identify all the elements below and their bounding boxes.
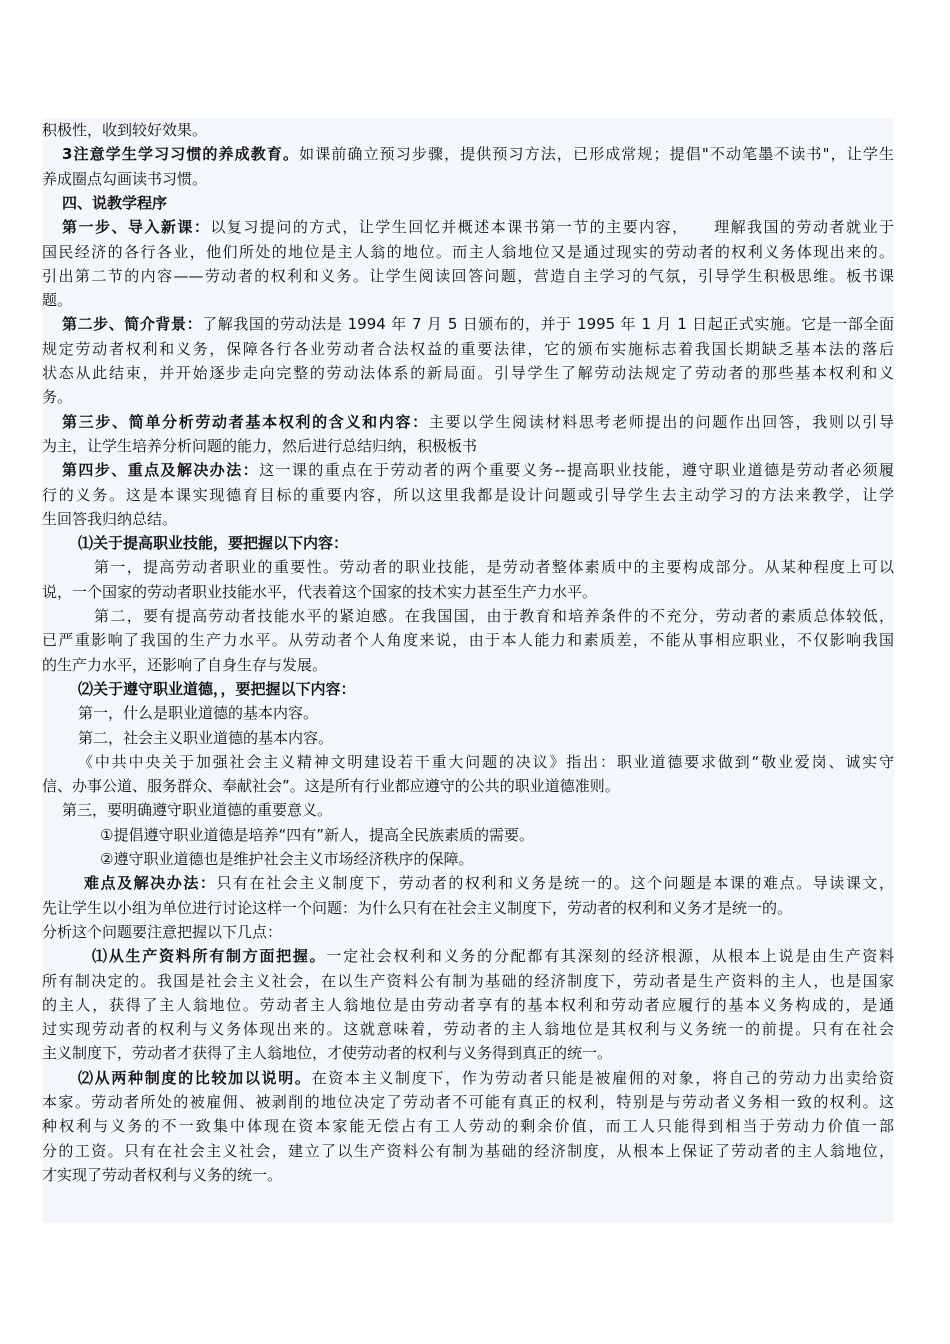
body-text: 《中共中央关于加强社会主义精神文明建设若干重大问题的决议》指出：职业道德要求做到“敬业爱岗、诚实守 (78, 752, 894, 771)
body-text: 规定劳动者权利和义务，保障各行各业劳动者合法权益的重要法律，它的颁布实施标志着我国长期缺乏基本法的落后 (42, 339, 894, 358)
body-text: 才实现了劳动者权利与义务的统一。 (42, 1165, 283, 1184)
body-text: 第二，要有提高劳动者技能水平的紧迫感。在我国国，由于教育和培养条件的不充分，劳动者的素质总体较低， (94, 607, 894, 625)
body-text: 主义制度下，劳动者才获得了主人翁地位，才使劳动者的权利与义务得到真正的统一。 (42, 1044, 613, 1063)
para-comparison-line (42, 1066, 894, 1090)
body-text: 的生产力水平，还影响了自身生存与发展。 (42, 655, 328, 674)
body-text: 生回答我归纳总结。 (42, 509, 178, 528)
subheading-skills-line (42, 531, 894, 555)
para-difficulty-line (42, 896, 894, 920)
para-skills-second-line (42, 604, 894, 628)
body-text: 在资本主义制度下，作为劳动者只能是被雇佣的对象，将自己的劳动力出卖给资 (311, 1068, 894, 1087)
bold-lead-text: ⑴关于提高职业技能，要把握以下内容： (78, 534, 349, 553)
body-text: 种权利与义务的不一致集中体现在资本家能无偿占有工人劳动的剩余价值，而工人只能得到相当于劳动力价值一部 (42, 1117, 894, 1136)
body-text: 务。 (42, 388, 73, 407)
bold-lead-text: 第一步、导入新课： (62, 218, 211, 237)
list-item-two-line (42, 847, 894, 871)
bold-lead-text: ⑴从生产资料所有制方面把握。 (92, 947, 327, 966)
para-comparison-line (42, 1114, 894, 1138)
para-ownership-line (42, 1041, 894, 1065)
para-skills-first-line (42, 580, 894, 604)
para-ethics-quote-line (42, 774, 894, 798)
body-text: 已严重影响了我国的生产力水平。从劳动者个人角度来说，由于本人能力和素质差，不能从事相应职业，不仅影响我国 (42, 631, 894, 650)
para-ethics-first-line (42, 701, 894, 725)
para-ethics-third-line (42, 798, 894, 822)
para-step-two-line (42, 337, 894, 361)
body-text: 第一，提高劳动者职业的重要性。劳动者的职业技能，是劳动者整体素质中的主要构成部分。从某种程度上可以 (94, 558, 894, 577)
para-step-two-line (42, 312, 894, 336)
bold-lead-text: 第三步、简单分析劳动者基本权利的含义和内容： (62, 412, 429, 431)
para-step-four-line (42, 483, 894, 507)
body-text: 信、办事公道、服务群众、奉献社会”。这是所有行业都应遵守的公共的职业道德准则。 (42, 777, 620, 796)
para-difficulty-line (42, 920, 894, 944)
para-skills-second-line (42, 653, 894, 677)
body-text: 状态从此结束，并开始逐步走向完整的劳动法体系的新局面。引导学生了解劳动法规定了劳动者的那些基本权利和义 (42, 364, 894, 382)
para-step-three-line (42, 434, 894, 458)
bold-lead-text: 难点及解决办法： (84, 874, 217, 893)
body-text: ①提倡遵守职业道德是培养“四有”新人，提高全民族素质的需要。 (100, 825, 534, 844)
bold-lead-text: 第四步、重点及解决办法： (62, 461, 260, 480)
body-text: 题。 (42, 291, 73, 310)
body-text: 为主，让学生培养分析问题的能力，然后进行总结归纳，积极板书 (42, 436, 478, 455)
body-text: 所有制决定的。我国是社会主义社会，在以生产资料公有制为基础的经济制度下，劳动者是生产资料的主人，也是国家 (42, 971, 894, 990)
para-step-four-line (42, 507, 894, 531)
body-text: 养成圈点勾画读书习惯。 (42, 169, 208, 188)
para-step-two-line (42, 361, 894, 385)
body-text: 分的工资。只有在社会主义社会，建立了以生产资料公有制为基础的经济制度，从根本上保证了劳动者的主人翁地位， (42, 1141, 894, 1160)
body-text: 这一课的重点在于劳动者的两个重要义务--提高职业技能，遵守职业道德是劳动者必须履 (259, 461, 894, 480)
para-ownership-line (42, 993, 894, 1017)
para-step-one-line (42, 264, 894, 288)
para-step-two-line (42, 385, 894, 409)
body-text: 了解我国的劳动法是 1994 年 7 月 5 日颁布的，并于 1995 年 1 月 1 日起正式实施。它是一部全面 (202, 315, 894, 334)
body-text: 行的义务。这是本课实现德育目标的重要内容，所以这里我都是设计问题或引导学生去主动学习的方法来教学，让学 (42, 485, 894, 504)
para-step-one-line (42, 215, 894, 239)
bold-lead-text: ⑵关于遵守职业道德，，要把握以下内容： (78, 679, 356, 698)
body-text: 引出第二节的内容——劳动者的权利和义务。让学生阅读回答问题，营造自主学习的气氛，引导学生积极思维。板书课 (42, 266, 894, 285)
para-comparison-line (42, 1139, 894, 1163)
para-step-three-line (42, 410, 894, 434)
body-text: 国民经济的各行各业，他们所处的地位是主人翁的地位。而主人翁地位又是通过现实的劳动者的权利义务体现出来的。 (42, 242, 894, 261)
list-item-one-line (42, 823, 894, 847)
para-study-habits-line (42, 142, 894, 166)
body-text: 第三，要明确遵守职业道德的重要意义。 (62, 801, 333, 820)
bold-lead-text: 四、说教学程序 (62, 193, 168, 212)
bold-lead-text: 3注意学生学习习惯的养成教育。 (62, 145, 300, 164)
body-text: 积极性，收到较好效果。 (42, 121, 208, 139)
body-text: 说，一个国家的劳动者职业技能水平，代表着这个国家的技术实力甚至生产力水平。 (42, 582, 598, 601)
para-ownership-line (42, 944, 894, 968)
body-text: 主要以学生阅读材料思考老师提出的问题作出回答，我则以引导 (428, 412, 894, 431)
para-step-four-line (42, 458, 894, 482)
para-ethics-second-line (42, 726, 894, 750)
para-ownership-line (42, 969, 894, 993)
body-text: 以复习提问的方式，让学生回忆并概述本课书第一节的主要内容， 理解我国的劳动者就业于 (210, 218, 894, 237)
bold-lead-text: 第二步、简介背景： (62, 315, 203, 334)
para-effect-tail-line (42, 118, 894, 142)
body-text: 分析这个问题要注意把握以下几点： (42, 922, 283, 941)
para-comparison-line (42, 1163, 894, 1187)
para-skills-second-line (42, 628, 894, 652)
body-text: 的主人，获得了主人翁地位。劳动者主人翁地位是由劳动者享有的基本权利和劳动者应履行的基本义务构成的，是通 (42, 995, 894, 1014)
section-heading-procedure-line (42, 191, 894, 215)
body-text: 本家。劳动者所处的被雇佣、被剥削的地位决定了劳动者不可能有真正的权利，特别是与劳动者义务相一致的权利。这 (42, 1093, 894, 1111)
para-step-one-line (42, 240, 894, 264)
body-text: 先让学生以小组为单位进行讨论这样一个问题：为什么只有在社会主义制度下，劳动者的权利和义务才是统一的。 (42, 898, 793, 917)
body-text: 第二，社会主义职业道德的基本内容。 (78, 728, 334, 747)
para-step-one-line (42, 288, 894, 312)
bold-lead-text: ⑵从两种制度的比较加以说明。 (78, 1068, 312, 1087)
para-skills-first-line (42, 555, 894, 579)
body-text: 只有在社会主义制度下，劳动者的权利和义务是统一的。这个问题是本课的难点。导读课文， (216, 874, 894, 893)
body-text: 过实现劳动者的权利与义务体现出来的。这就意味着，劳动者的主人翁地位是其权利与义务统一的前提。只有在社会 (42, 1020, 894, 1039)
para-ethics-quote-line (42, 750, 894, 774)
subheading-ethics-line (42, 677, 894, 701)
body-text: 第一，什么是职业道德的基本内容。 (78, 704, 319, 723)
body-text: 如课前确立预习步骤，提供预习方法，已形成常规；提倡"不动笔墨不读书"，让学生 (299, 145, 894, 164)
body-text: ②遵守职业道德也是维护社会主义市场经济秩序的保障。 (100, 850, 474, 868)
body-text: 一定社会权利和义务的分配都有其深刻的经济根源，从根本上说是由生产资料 (326, 947, 894, 966)
para-ownership-line (42, 1017, 894, 1041)
document-page (42, 118, 894, 1223)
para-comparison-line (42, 1090, 894, 1114)
para-study-habits-line (42, 167, 894, 191)
para-difficulty-line (42, 871, 894, 895)
